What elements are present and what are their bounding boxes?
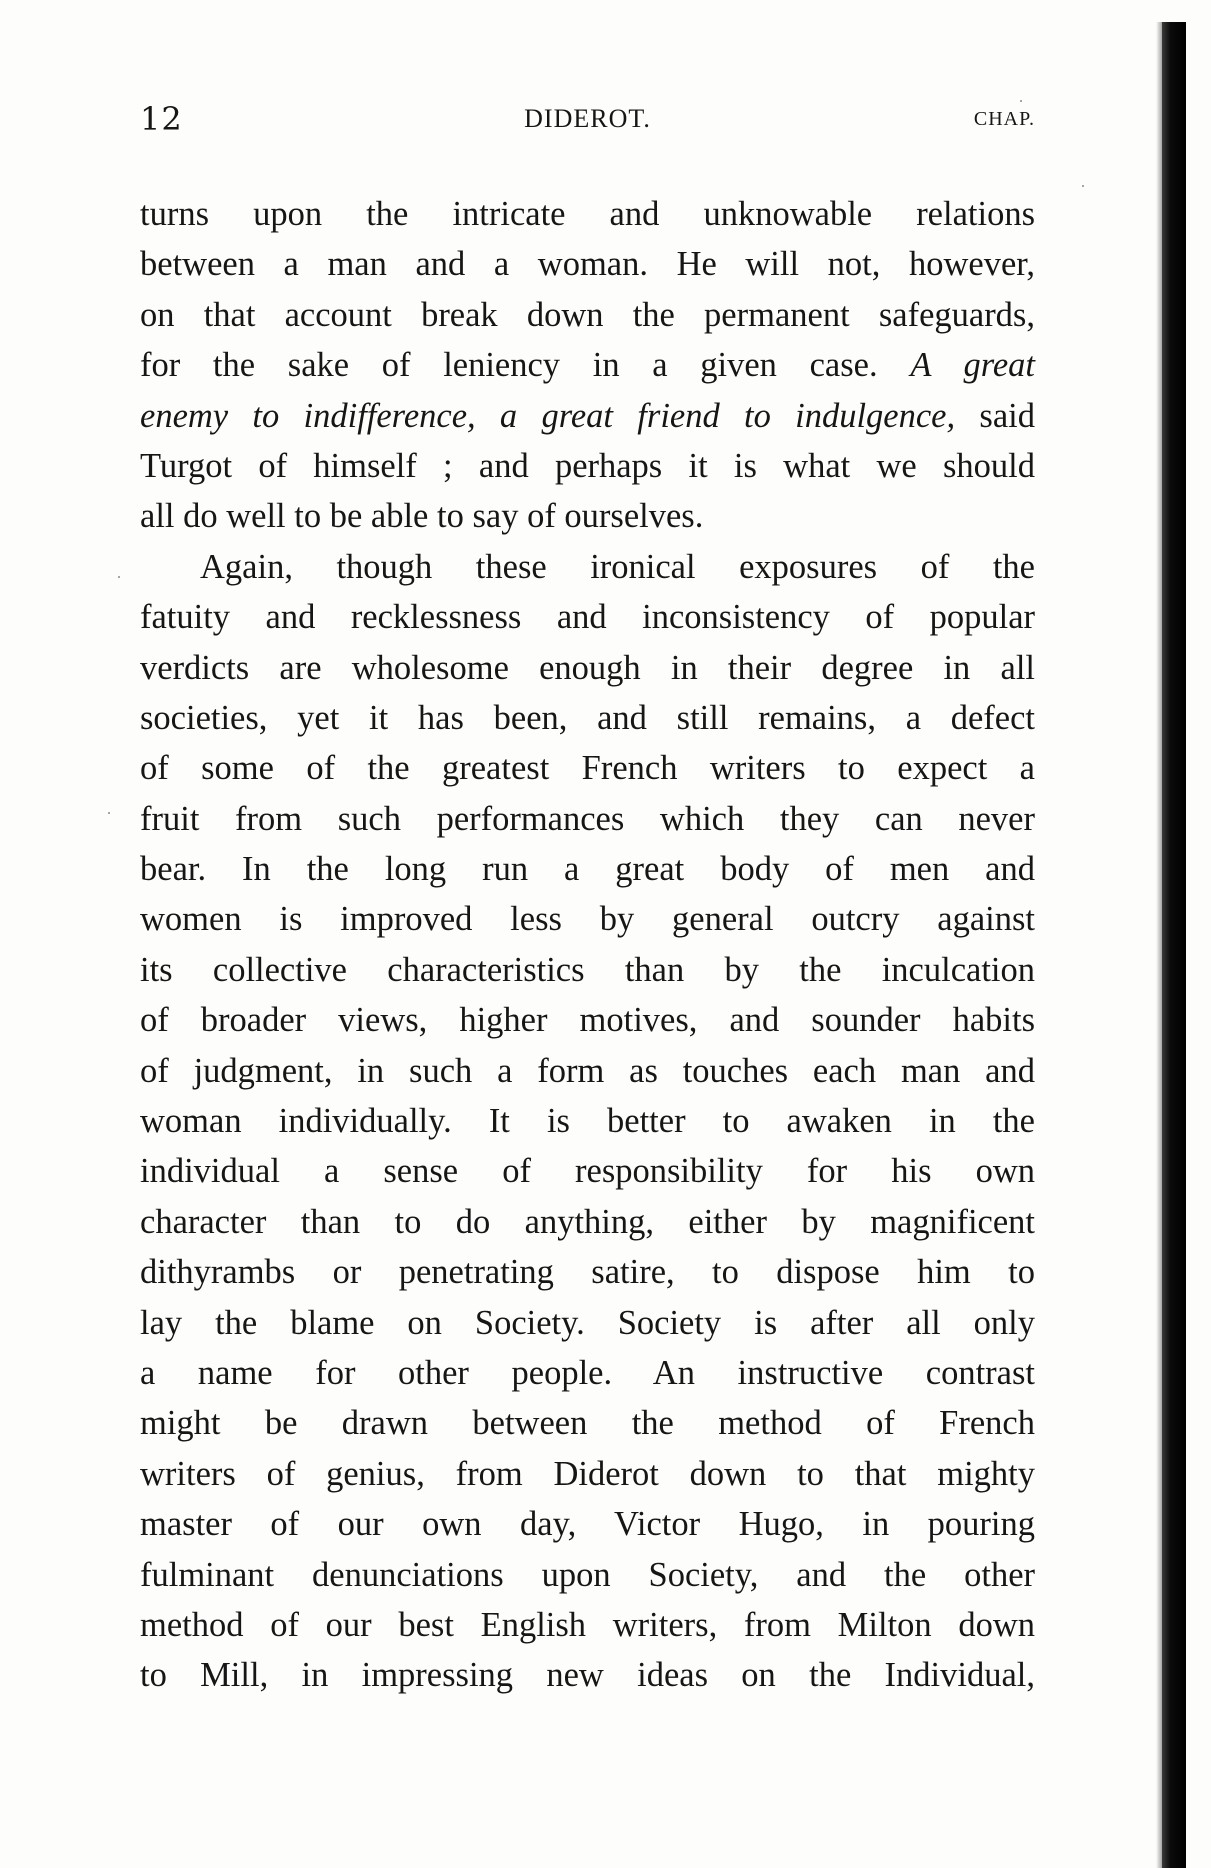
text-segment: of broader views, higher motives, and sounder habits	[140, 1001, 1035, 1040]
text-line	[140, 391, 1035, 441]
text-line	[140, 1046, 1035, 1096]
text-segment: fruit from such performances which they can never	[140, 799, 1035, 838]
text-line	[140, 340, 1035, 390]
text-segment: bear. In the long run a great body of men and	[140, 850, 1035, 889]
text-segment: between a man and a woman. He will not, however,	[140, 245, 1035, 284]
text-segment: a name for other people. An instructive contrast	[140, 1353, 1035, 1392]
body-text	[140, 189, 1035, 1701]
text-segment: its collective characteristics than by the inculcation	[140, 950, 1035, 989]
text-segment: for the sake of leniency in a given case.	[140, 346, 911, 385]
text-segment: fulminant denunciations upon Society, and the other	[140, 1555, 1035, 1594]
text-segment: master of our own day, Victor Hugo, in pouring	[140, 1505, 1035, 1544]
text-segment: lay the blame on Society. Society is after all only	[140, 1303, 1035, 1342]
text-line	[140, 1247, 1035, 1297]
text-segment: all do well to be able to say of ourselves.	[140, 497, 704, 536]
running-head	[140, 100, 1035, 140]
text-segment: to Mill, in impressing new ideas on the Individual,	[140, 1656, 1035, 1695]
running-title: DIDEROT.	[524, 104, 651, 133]
text-line	[140, 1449, 1035, 1499]
text-line	[140, 239, 1035, 289]
text-segment: writers of genius, from Diderot down to that mighty	[140, 1454, 1035, 1493]
text-line	[140, 1499, 1035, 1549]
text-line	[140, 1096, 1035, 1146]
text-segment: character than to do anything, either by magnificent	[140, 1202, 1035, 1241]
text-segment: might be drawn between the method of French	[140, 1404, 1035, 1443]
text-segment: method of our best English writers, from Milton down	[140, 1605, 1035, 1644]
text-segment: verdicts are wholesome enough in their degree in all	[140, 648, 1035, 687]
text-segment: turns upon the intricate and unknowable relations	[140, 195, 1035, 233]
text-line	[140, 995, 1035, 1045]
scan-speck	[108, 812, 110, 814]
text-line	[140, 290, 1035, 340]
text-segment: said	[955, 396, 1035, 435]
scan-speck	[118, 576, 120, 578]
page-number: 12	[140, 100, 183, 138]
scan-speck	[1020, 100, 1022, 102]
text-segment: societies, yet it has been, and still remains, a defect	[140, 698, 1035, 737]
text-line	[140, 1298, 1035, 1348]
text-line	[140, 1197, 1035, 1247]
text-line	[140, 1398, 1035, 1448]
text-segment: of judgment, in such a form as touches each man and	[140, 1051, 1035, 1090]
text-segment: dithyrambs or penetrating satire, to dispose him to	[140, 1253, 1035, 1292]
text-line	[140, 1550, 1035, 1600]
text-line	[140, 441, 1035, 491]
text-segment: women is improved less by general outcry against	[140, 900, 1035, 939]
text-segment: Turgot of himself ; and perhaps it is what we should	[140, 446, 1035, 485]
italic-text-segment: A great	[910, 346, 1036, 385]
section-label: CHAP.	[973, 108, 1035, 130]
italic-text-segment: enemy to indifference, a great friend to indulgence,	[140, 396, 956, 435]
text-line	[140, 1146, 1035, 1196]
text-segment: of some of the greatest French writers to expect a	[140, 749, 1035, 788]
scan-speck	[1082, 185, 1084, 187]
text-line	[140, 643, 1035, 693]
text-segment: woman individually. It is better to awaken in the	[140, 1102, 1035, 1141]
text-segment: Again, though these ironical exposures of the	[200, 547, 1035, 586]
text-line	[140, 693, 1035, 743]
text-segment: on that account break down the permanent safeguards,	[140, 295, 1035, 334]
text-line	[140, 844, 1035, 894]
text-line	[140, 542, 1035, 592]
text-line	[140, 491, 1035, 541]
text-segment: individual a sense of responsibility for his own	[140, 1152, 1035, 1191]
text-line	[140, 1348, 1035, 1398]
text-line	[140, 189, 1035, 239]
text-line	[140, 894, 1035, 944]
text-line	[140, 743, 1035, 793]
text-line	[140, 1600, 1035, 1650]
text-line	[140, 794, 1035, 844]
text-line	[140, 592, 1035, 642]
text-line	[140, 1650, 1035, 1700]
text-segment: fatuity and recklessness and inconsistency of popular	[140, 598, 1035, 637]
binding-gutter-shadow	[1162, 22, 1186, 1868]
text-line	[140, 945, 1035, 995]
